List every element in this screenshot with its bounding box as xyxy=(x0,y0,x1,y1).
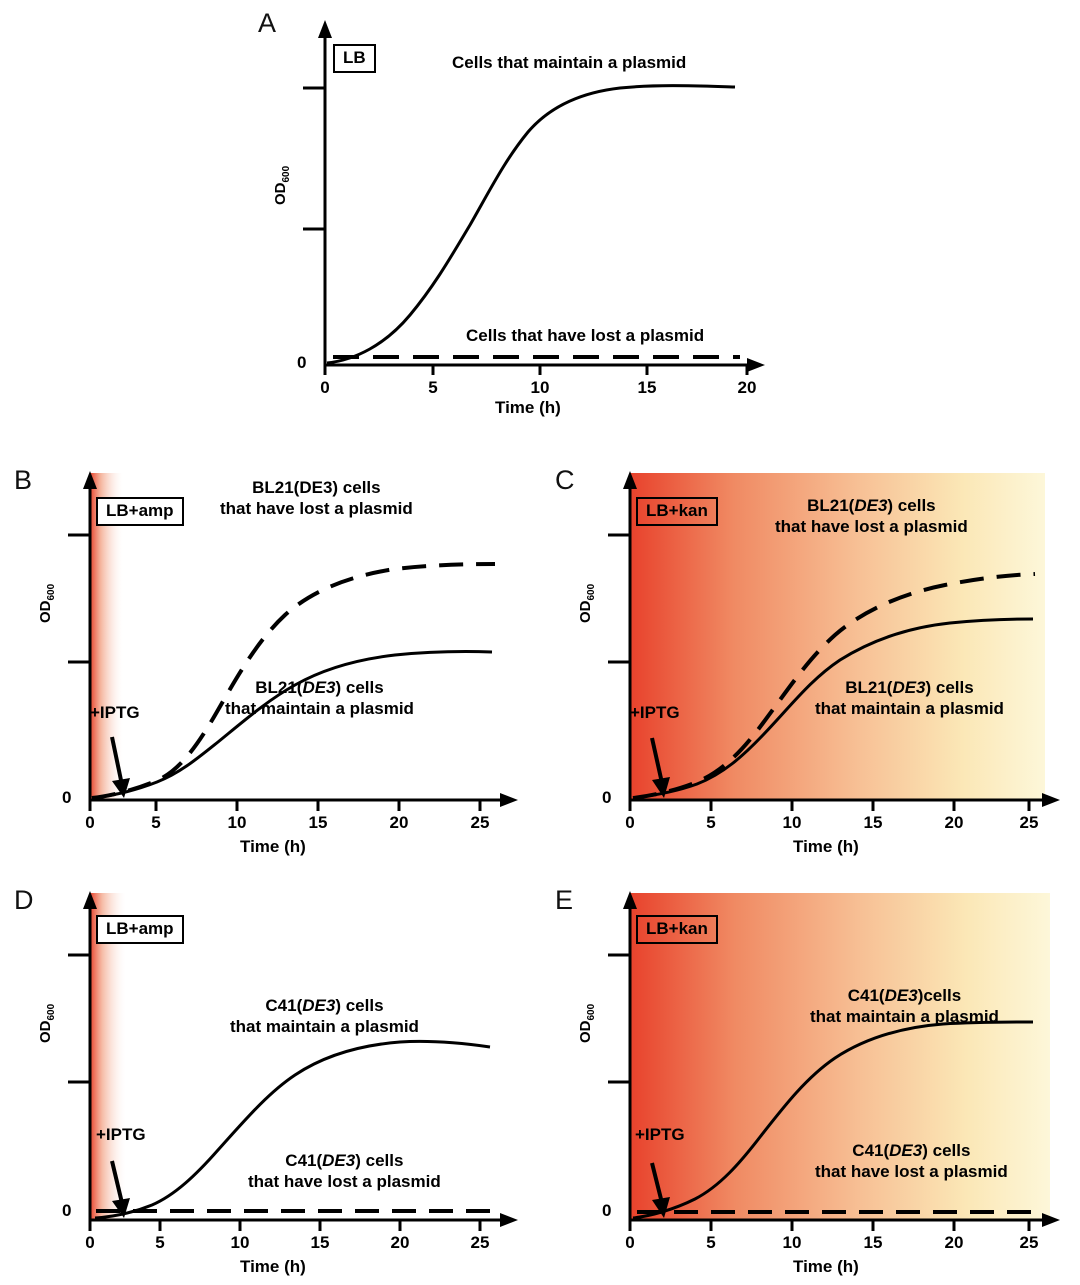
panel-e-letter: E xyxy=(555,885,574,915)
panel-a xyxy=(0,0,800,430)
label-lost-c xyxy=(775,495,968,538)
x-tick-label-25-c: 25 xyxy=(1019,813,1039,832)
x-tick-label-10-b: 10 xyxy=(227,813,247,832)
label-maintain-e xyxy=(810,985,999,1028)
label-maintain-d-line1: C41(DE3) cells xyxy=(265,996,384,1015)
x-tick-label-25-e: 25 xyxy=(1019,1233,1039,1252)
x-tick-label-0-a: 0 xyxy=(320,378,330,397)
media-box-d: LB+amp xyxy=(96,915,184,944)
x-tick-label-5-d: 5 xyxy=(155,1233,165,1252)
label-lost-c-line2: that have lost a plasmid xyxy=(775,517,968,537)
x-tick-label-0-b: 0 xyxy=(85,813,95,832)
y-zero-label-e: 0 xyxy=(602,1201,612,1220)
panel-b xyxy=(0,455,545,865)
media-box-a: LB xyxy=(333,44,376,73)
label-maintain-b-line1: BL21(DE3) cells xyxy=(255,678,384,697)
label-lost-b xyxy=(220,477,413,520)
x-tick-label-15-e: 15 xyxy=(863,1233,883,1252)
iptg-label-d: +IPTG xyxy=(96,1125,146,1144)
x-tick-label-20-d: 20 xyxy=(390,1233,410,1252)
y-axis-label-a: $OD_{600}$ xyxy=(272,165,292,205)
panel-d xyxy=(0,875,545,1285)
x-axis-label-c: Time (h) xyxy=(793,837,859,856)
x-axis-arrow xyxy=(500,793,518,807)
x-tick-label-15-c: 15 xyxy=(863,813,883,832)
iptg-label-b: +IPTG xyxy=(90,703,140,722)
panel-d-plot xyxy=(0,875,545,1285)
panel-c xyxy=(545,455,1080,865)
x-tick-label-20-e: 20 xyxy=(944,1233,964,1252)
y-zero-label-c: 0 xyxy=(602,788,612,807)
label-lost-d xyxy=(248,1150,441,1193)
x-tick-label-25-b: 25 xyxy=(470,813,490,832)
x-tick-label-5-e: 5 xyxy=(706,1233,716,1252)
panel-e-plot xyxy=(545,875,1080,1285)
label-lost-e-line2: that have lost a plasmid xyxy=(815,1162,1008,1182)
x-tick-label-0-d: 0 xyxy=(85,1233,95,1252)
x-tick-label-20-b: 20 xyxy=(389,813,409,832)
panel-b-letter: B xyxy=(14,465,33,495)
panel-d-letter: D xyxy=(14,885,34,915)
series-maintain-plasmid-b xyxy=(92,652,492,798)
label-lost-a: Cells that have lost a plasmid xyxy=(466,326,705,345)
x-tick-label-10-c: 10 xyxy=(782,813,802,832)
x-tick-label-5-a: 5 xyxy=(428,378,438,397)
x-axis-label-b: Time (h) xyxy=(240,837,306,856)
label-lost-b-line1: BL21(DE3) cells xyxy=(252,478,381,497)
y-zero-label-d: 0 xyxy=(62,1201,72,1220)
x-tick-label-5-b: 5 xyxy=(151,813,161,832)
media-box-b: LB+amp xyxy=(96,497,184,526)
label-maintain-d-line2: that maintain a plasmid xyxy=(230,1017,419,1037)
panel-e xyxy=(545,875,1080,1285)
label-maintain-a: Cells that maintain a plasmid xyxy=(452,53,687,72)
x-tick-label-20-a: 20 xyxy=(737,378,757,397)
x-axis-label-d: Time (h) xyxy=(240,1257,306,1276)
media-box-c: LB+kan xyxy=(636,497,718,526)
label-maintain-c-line1: BL21(DE3) cells xyxy=(845,678,974,697)
x-axis-arrow xyxy=(500,1213,518,1227)
panel-a-letter: A xyxy=(258,8,277,38)
media-box-e: LB+kan xyxy=(636,915,718,944)
y-axis-label-b: $OD_{600}$ xyxy=(37,583,57,623)
panel-c-letter: C xyxy=(555,465,575,495)
iptg-label-e: +IPTG xyxy=(635,1125,685,1144)
x-tick-label-10-a: 10 xyxy=(530,378,550,397)
x-tick-label-25-d: 25 xyxy=(470,1233,490,1252)
y-axis-arrow xyxy=(318,20,332,38)
x-axis-arrow xyxy=(1042,793,1060,807)
x-tick-label-5-c: 5 xyxy=(706,813,716,832)
iptg-label-c: +IPTG xyxy=(630,703,680,722)
x-tick-label-0-e: 0 xyxy=(625,1233,635,1252)
x-axis-arrow xyxy=(1042,1213,1060,1227)
label-maintain-e-line2: that maintain a plasmid xyxy=(810,1007,999,1027)
y-axis-label-c: $OD_{600}$ xyxy=(577,583,597,623)
x-tick-label-10-d: 10 xyxy=(230,1233,250,1252)
x-axis-arrow xyxy=(747,358,765,372)
x-tick-label-10-e: 10 xyxy=(782,1233,802,1252)
label-maintain-b-line2: that maintain a plasmid xyxy=(225,699,414,719)
y-zero-label-a: 0 xyxy=(297,353,307,372)
label-lost-b-line2: that have lost a plasmid xyxy=(220,499,413,519)
x-tick-label-15-a: 15 xyxy=(637,378,657,397)
label-maintain-d xyxy=(230,995,419,1038)
label-maintain-c xyxy=(815,677,1004,720)
label-maintain-e-line1: C41(DE3)cells xyxy=(847,986,962,1005)
x-tick-label-0-c: 0 xyxy=(625,813,635,832)
y-axis-label-d: $OD_{600}$ xyxy=(37,1003,57,1043)
x-tick-label-20-c: 20 xyxy=(944,813,964,832)
label-lost-e-line1: C41(DE3) cells xyxy=(852,1141,971,1160)
series-maintain-plasmid xyxy=(327,86,735,363)
x-tick-label-15-d: 15 xyxy=(310,1233,330,1252)
x-axis-label-e: Time (h) xyxy=(793,1257,859,1276)
label-lost-d-line2: that have lost a plasmid xyxy=(248,1172,441,1192)
label-lost-d-line1: C41(DE3) cells xyxy=(285,1151,404,1170)
label-maintain-c-line2: that maintain a plasmid xyxy=(815,699,1004,719)
label-lost-e xyxy=(815,1140,1008,1183)
y-axis-label-e: $OD_{600}$ xyxy=(577,1003,597,1043)
label-lost-c-line1: BL21(DE3) cells xyxy=(807,496,936,515)
x-tick-label-15-b: 15 xyxy=(308,813,328,832)
label-maintain-b xyxy=(225,677,414,720)
x-axis-label-a: Time (h) xyxy=(495,398,561,417)
y-zero-label-b: 0 xyxy=(62,788,72,807)
